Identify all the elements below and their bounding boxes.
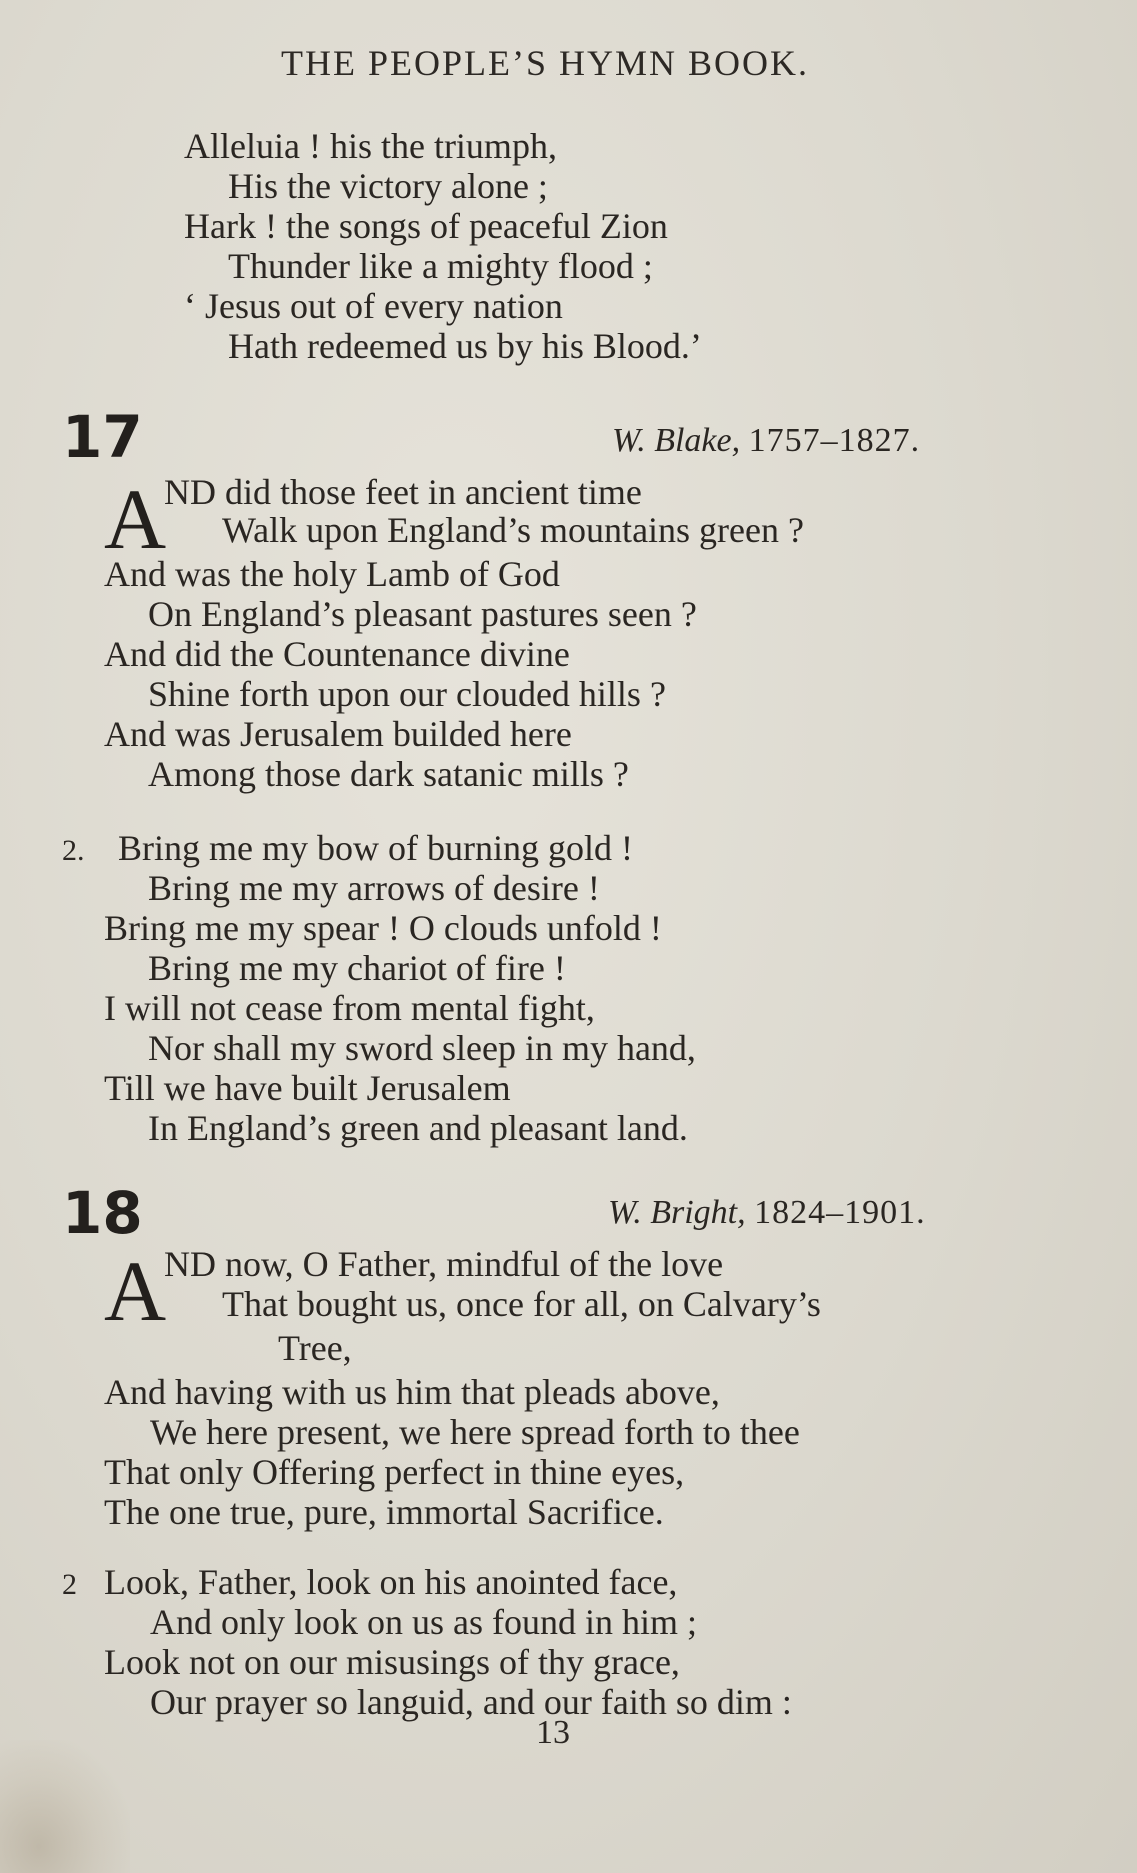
carryover-line-6: Hath redeemed us by his Blood.’ — [228, 326, 702, 366]
hymn-author — [612, 424, 920, 458]
verse-line: Tree, — [278, 1328, 352, 1368]
author-dates: 1757–1827. — [748, 422, 921, 459]
verse-line: Walk upon England’s mountains green ? — [222, 510, 804, 550]
verse-line: Till we have built Jerusalem — [104, 1068, 511, 1108]
verse-line: That bought us, once for all, on Calvary’s — [222, 1284, 821, 1324]
verse-line: We here present, we here spread forth to thee — [150, 1412, 800, 1452]
author-dates: 1824–1901. — [754, 1194, 926, 1231]
carryover-line-4: Thunder like a mighty flood ; — [228, 246, 653, 286]
verse-line: Bring me my arrows of desire ! — [148, 868, 600, 908]
verse-line: ND now, O Father, mindful of the love — [164, 1244, 724, 1284]
verse-line: Among those dark satanic mills ? — [148, 754, 629, 794]
paper-stain — [0, 1740, 130, 1873]
verse-line: Bring me my chariot of fire ! — [148, 948, 566, 988]
verse-line: I will not cease from mental fight, — [104, 988, 595, 1028]
verse-line: Bring me my spear ! O clouds unfold ! — [104, 908, 662, 948]
verse-line: ND did those feet in ancient time — [164, 472, 642, 512]
hymn-author — [608, 1196, 926, 1230]
carryover-line-1: Alleluia ! his the triumph, — [184, 126, 557, 166]
verse-number: 2 — [62, 1568, 77, 1601]
verse-line: On England’s pleasant pastures seen ? — [148, 594, 697, 634]
page-number: 13 — [536, 1714, 570, 1751]
verse-line: Shine forth upon our clouded hills ? — [148, 674, 666, 714]
author-name: W. Blake, — [612, 422, 741, 459]
verse-line: And did the Countenance divine — [104, 634, 570, 674]
author-name: W. Bright, — [608, 1194, 746, 1231]
verse-line: And was Jerusalem builded here — [104, 714, 572, 754]
drop-cap: A — [104, 471, 167, 567]
carryover-line-5: ‘ Jesus out of every nation — [184, 286, 563, 326]
carryover-line-3: Hark ! the songs of peaceful Zion — [184, 206, 668, 246]
verse-line: Our prayer so languid, and our faith so dim : — [150, 1682, 792, 1722]
verse-line: And only look on us as found in him ; — [150, 1602, 697, 1642]
verse-line: And was the holy Lamb of God — [104, 554, 560, 594]
verse-line: That only Offering perfect in thine eyes, — [104, 1452, 685, 1492]
verse-line: And having with us him that pleads above, — [104, 1372, 720, 1412]
carryover-line-2: His the victory alone ; — [228, 166, 548, 206]
verse-line: Nor shall my sword sleep in my hand, — [148, 1028, 696, 1068]
drop-cap: A — [104, 1243, 167, 1339]
verse-line: The one true, pure, immortal Sacrifice. — [104, 1492, 664, 1532]
verse-line: Look, Father, look on his anointed face, — [104, 1562, 678, 1602]
verse-line: Bring me my bow of burning gold ! — [118, 828, 633, 868]
verse-line: In England’s green and pleasant land. — [148, 1108, 688, 1148]
hymn-number: 17 — [62, 403, 143, 471]
verse-line: Look not on our misusings of thy grace, — [104, 1642, 680, 1682]
verse-number: 2. — [62, 834, 85, 867]
running-head: THE PEOPLE’S HYMN BOOK. — [280, 43, 809, 83]
hymn-number: 18 — [62, 1179, 143, 1247]
